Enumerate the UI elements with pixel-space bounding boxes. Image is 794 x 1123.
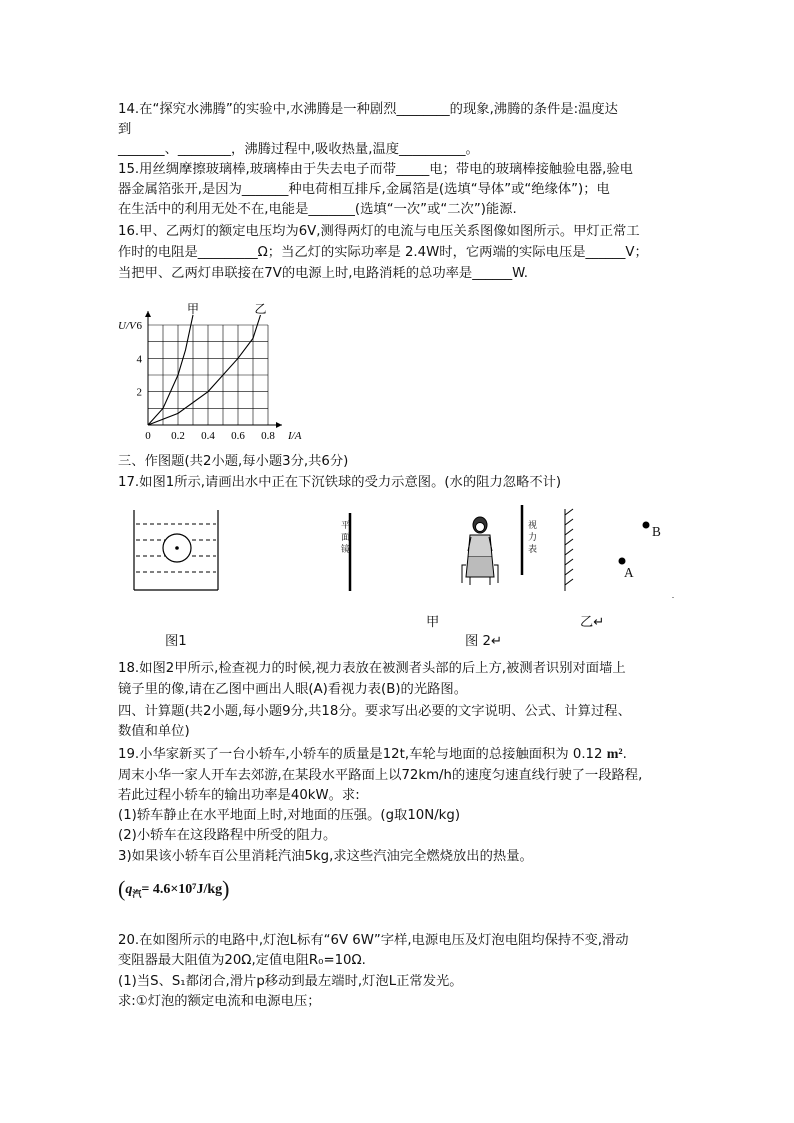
y-axis-label: U/V: [118, 320, 136, 332]
x-axis-label: I/A: [288, 430, 302, 442]
figure-2-yi-label: 乙↵: [580, 615, 605, 630]
q15-line-2: 器金属箔张开,是因为_______种电荷相互排斥,金属箔是(选填“导体”或“绝缘体”)；电: [118, 182, 610, 197]
mirror-label: 平面镜: [341, 521, 351, 555]
figure-2-jia: [330, 505, 575, 595]
y-axis-arrow: [145, 311, 151, 317]
u-i-chart: [110, 302, 302, 445]
series-label-2: 乙: [254, 302, 267, 316]
formula-subscript: 汽: [132, 889, 142, 900]
q19-line-5: (2)小轿车在这段路程中所受的阻力。: [118, 828, 337, 843]
q20-line-4: 求:①灯泡的额定电流和电源电压；: [118, 994, 321, 1009]
chart-grid: [148, 325, 268, 425]
q19-line-6: 3)如果该小轿车百公里消耗汽油5kg,求这些汽油完全燃烧放出的热量。: [118, 849, 533, 864]
point-b: [643, 522, 650, 529]
formula-expression: = 4.6×10⁷J/kg: [141, 882, 223, 897]
eye-chart-label: 视力表: [528, 521, 538, 555]
q19-line-1-text: 19.小华家新买了一台小轿车,小轿车的质量是12t,车轮与地面的总接触面积为 0.12: [118, 747, 603, 762]
x-axis-arrow: [276, 422, 282, 428]
person-icon: [462, 517, 498, 585]
q20-line-2: 变阻器最大阻值为20Ω,定值电阻R₀=10Ω.: [118, 953, 366, 968]
q18-line-1: 18.如图2甲所示,检查视力的时候,视力表放在被测者头部的后上方,被测者识别对面墙上: [118, 661, 626, 676]
q19-line-1: 19.小华家新买了一台小轿车,小轿车的质量是12t,车轮与地面的总接触面积为 0.12 m².: [118, 747, 627, 762]
q19-unit: m²: [606, 747, 623, 762]
section-4-heading-2: 数值和单位): [118, 724, 190, 739]
q19-line-4: (1)轿车静止在水平地面上时,对地面的压强。(g取10N/kg): [118, 808, 461, 823]
q19-line-3: 若此过程小轿车的输出功率是40kW。求:: [118, 788, 360, 803]
point-b-label: B: [652, 524, 661, 539]
q20-line-3: (1)当S、S₁都闭合,滑片p移动到最左端时,灯泡L正常发光。: [118, 974, 463, 989]
q17-text: 17.如图1所示,请画出水中正在下沉铁球的受力示意图。(水的阻力忽略不计): [118, 475, 562, 490]
q19-line-2: 周末小华一家人开车去郊游,在某段水平路面上以72km/h的速度匀速直线行驶了一段路程,: [118, 768, 643, 783]
wall: [565, 509, 573, 591]
q14-line-1: 14.在“探究水沸腾”的实验中,水沸腾是一种剧烈________的现象,沸腾的条件是:温度达: [118, 102, 618, 117]
q14-line-2: 到: [118, 122, 132, 137]
y-tick-label: 6: [136, 320, 142, 332]
x-tick-label: 0.6: [231, 430, 245, 442]
gasoline-heat-value-formula: $(q_汽= 4.6\times 10^7J/kg)$: [118, 876, 230, 901]
figure-1-caption: 图1: [165, 634, 187, 649]
x-tick-label: 0: [145, 430, 151, 442]
q20-line-1: 20.在如图所示的电路中,灯泡L标有“6V 6W”字样,电源电压及灯泡电阻均保持不变,滑动: [118, 933, 629, 948]
q15-line-3: 在生活中的利用无处不在,电能是_______(选填“一次”或“二次”)能源.: [118, 202, 517, 217]
x-tick-label: 0.2: [171, 430, 185, 442]
chart-axes: [145, 311, 282, 428]
point-a-label: A: [624, 565, 634, 580]
chart-curves: [148, 302, 267, 425]
q14-line-3: _______、________，沸腾过程中,吸收热量,温度__________。: [118, 142, 479, 157]
q16-line-1: 16.甲、乙两灯的额定电压均为6V,测得两灯的电流与电压关系图像如图所示。甲灯正常工: [118, 224, 640, 239]
q16-line-3: 当把甲、乙两灯串联接在7V的电源上时,电路消耗的总功率是______W.: [118, 266, 528, 281]
section-4-heading-1: 四、计算题(共2小题,每小题9分,共18分。要求写出必要的文字说明、公式、计算过程、: [118, 704, 631, 719]
figure-1-beaker: [133, 510, 223, 592]
x-tick-label: 0.8: [261, 430, 275, 442]
figure-2-jia-label: 甲: [426, 615, 440, 630]
y-tick-label: 4: [136, 353, 142, 366]
series-label-1: 甲: [187, 302, 200, 316]
q16-line-2: 作时的电阻是_________Ω；当乙灯的实际功率是 2.4W时，它两端的实际电压是______V；: [118, 245, 648, 260]
q15-line-1: 15.用丝绸摩擦玻璃棒,玻璃棒由于失去电子而带_____电；带电的玻璃棒接触验电器,验电: [118, 162, 633, 177]
figure-2-caption: 图 2↵: [465, 634, 503, 649]
dot-mark: [672, 597, 674, 598]
figure-2-yi: [612, 515, 672, 575]
formula-symbol: q: [125, 882, 133, 897]
y-tick-label: 2: [136, 386, 142, 399]
section-3-heading: 三、作图题(共2小题,每小题3分,共6分): [118, 454, 349, 469]
x-tick-label: 0.4: [201, 430, 215, 442]
chart-ticks: [118, 320, 302, 442]
q18-line-2: 镜子里的像,请在乙图中画出人眼(A)看视力表(B)的光路图。: [118, 682, 468, 697]
